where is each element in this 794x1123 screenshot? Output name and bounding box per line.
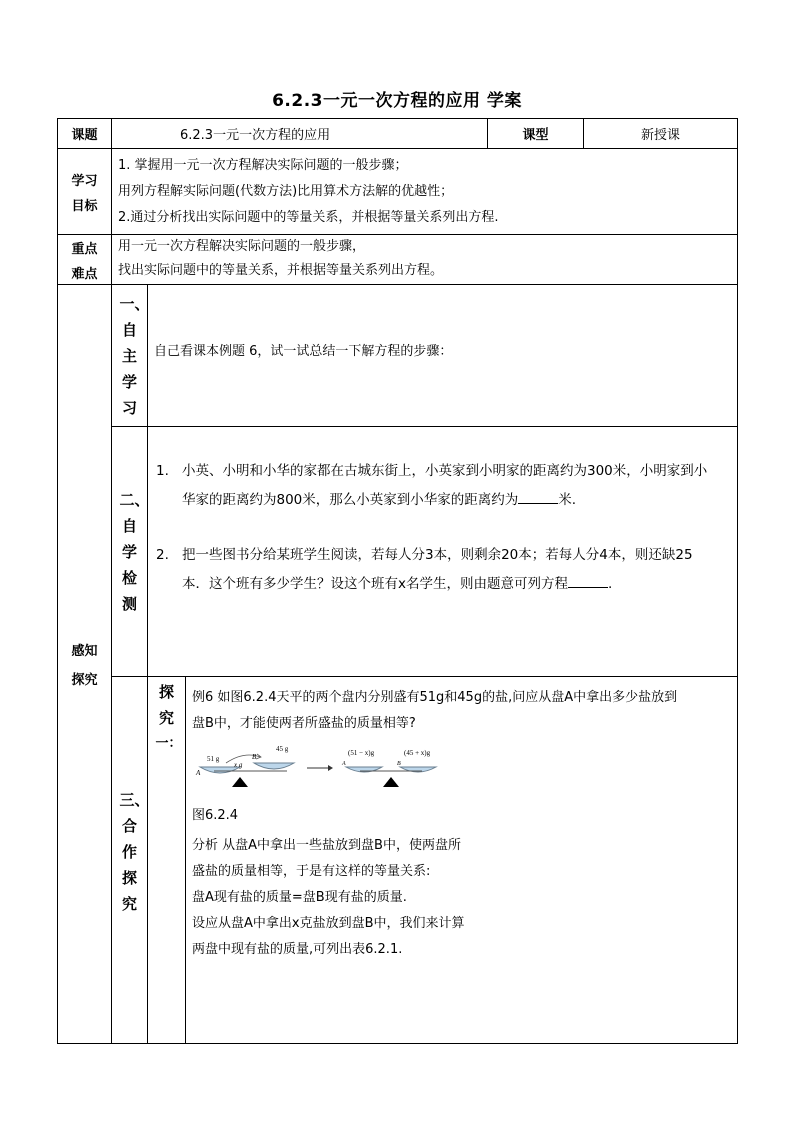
question-number: 2. [156,547,169,563]
page-title: 6.2.3一元一次方程的应用 学案 [272,91,522,111]
answer-blank[interactable] [518,489,558,504]
question-number: 1. [156,463,169,479]
keypoint-line: 用一元一次方程解决实际问题的一般步骤， [118,239,366,254]
analysis-line: 盛盐的质量相等，于是有这样的等量关系: [192,864,431,879]
explore-one-label: 探 究 一： [148,677,186,1044]
goals-content [112,149,738,235]
answer-blank[interactable] [568,573,608,588]
figure-caption: 图6.2.4 [192,808,239,823]
explore-label-1: 感知 [71,644,98,659]
transition-arrow [307,765,333,771]
goal-line: 2.通过分析找出实际问题中的等量关系，并根据等量关系列出方程. [118,210,499,225]
right-scale [341,749,436,787]
type-value: 新授课 [584,119,738,149]
fig-mass-a-after: (51 − x)g [348,749,375,757]
topic-label: 课题 [58,119,112,149]
question-text: . [608,576,613,592]
fig-label-a-after: A [342,761,346,767]
fig-label-a: A [196,769,201,777]
keypoints-label-1: 重点 [71,241,98,257]
fig-mass-b: 45 g [276,745,289,753]
goal-line: 用列方程解实际问题(代数方法)比用算术方法解的优越性； [118,184,454,199]
fig-mass-a: 51 g [207,755,220,763]
example-text: 例6 如图6.2.4天平的两个盘内分别盛有51g和45g的盐,问应从盘A中拿出多少盐放到 [192,690,678,705]
question-text: 米. [558,492,577,508]
self-check-content [148,427,738,677]
keypoints-label [58,235,112,285]
cooperate-content [186,677,738,1044]
fig-transfer: x g [234,761,243,769]
question-text: 把一些图书分给某班学生阅读，若每人分3本，则剩余20本；若每人分4本，则还缺25 [182,547,693,563]
self-study-text: 自己看课本例题 6，试一试总结一下解方程的步骤： [154,344,453,359]
analysis-line: 设应从盘A中拿出x克盐放到盘B中，我们来计算 [192,916,465,931]
explore-label-2: 探究 [71,673,98,688]
fig-label-b-after: B [397,761,401,767]
analysis-line: 分析 从盘A中拿出一些盐放到盘B中，使两盘所 [192,838,461,853]
goals-label [58,149,112,235]
example-text: 盘B中，才能使两者所盛盐的质量相等? [192,716,416,731]
goal-line: 1. 掌握用一元一次方程解决实际问题的一般步骤； [118,158,408,173]
topic-value: 6.2.3一元一次方程的应用 [112,119,488,149]
self-study-label: 一、 自 主 学 习 [112,285,148,427]
goals-label-1: 学习 [71,173,98,189]
question-text: 小英、小明和小华的家都在古城东街上，小英家到小明家的距离约为300米，小明家到小 [182,463,708,479]
self-study-content [148,285,738,427]
question-text: 华家的距离约为800米，那么小英家到小华家的距离约为 [182,492,519,508]
keypoint-line: 找出实际问题中的等量关系，并根据等量关系列出方程。 [118,263,444,278]
fig-mass-b-after: (45 + x)g [404,749,431,757]
keypoints-content [112,235,738,285]
question-1 [156,457,729,515]
self-check-label: 二、 自 学 检 测 [112,427,148,677]
left-scale [195,745,294,787]
lesson-table [57,118,738,1044]
keypoints-label-2: 难点 [71,266,98,282]
analysis-line: 盘A现有盐的质量=盘B现有盐的质量. [192,890,407,905]
explore-label [58,285,112,1044]
question-2 [156,541,729,599]
fig-label-b: B [252,753,257,761]
balance-scale-figure [192,741,442,797]
goals-label-2: 目标 [71,198,98,214]
cooperate-label: 三、 合 作 探 究 [112,677,148,1044]
analysis-line: 两盘中现有盐的质量,可列出表6.2.1. [192,942,403,957]
type-label: 课型 [488,119,584,149]
question-text: 本．这个班有多少学生？设这个班有x名学生，则由题意可列方程 [182,576,568,592]
